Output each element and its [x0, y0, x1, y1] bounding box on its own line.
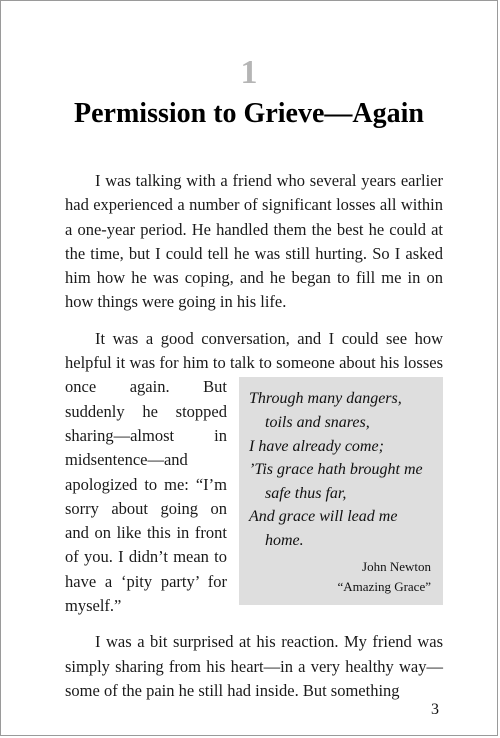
chapter-number: 1: [240, 54, 258, 91]
quote-line: I have already come;: [249, 437, 384, 455]
paragraph-2: [65, 327, 443, 619]
quote-line: ’Tis grace hath brought me: [249, 461, 423, 479]
quote-line: Through many dangers,: [249, 390, 402, 408]
quote-line: And grace will lead me: [249, 508, 398, 526]
quote-text: [249, 387, 431, 552]
quote-source: “Amazing Grace”: [337, 578, 431, 594]
paragraph-2-rest: once again. But suddenly he stopped sharing—almost in midsentence—and apologized to me: “I’m sorry about going on and on like this in front of you. I didn’t mean to have a ‘pity party’ for myself.”: [65, 377, 227, 616]
sidebar-quote-box: [239, 377, 443, 604]
quote-author: John Newton: [362, 558, 431, 574]
page-number: 3: [431, 701, 439, 718]
quote-line: safe thus far,: [265, 484, 347, 502]
paragraph-2-lead: It was a good conversation, and I could see how helpful it was for him to talk to someone about his losses: [65, 328, 443, 373]
paragraph-1: I was talking with a friend who several years earlier had experienced a number of significant losses all within a one-year period. He handled them the best he could at the time, but I could tell he was still hurting. So I asked him how he was coping, and he began to fill me in on how things were going in his life.: [65, 171, 443, 312]
quote-line: toils and snares,: [265, 413, 370, 431]
paragraph-3: I was a bit surprised at his reaction. My friend was simply sharing from his heart—in a very healthy way—some of the pain he still had inside. But something: [65, 632, 443, 700]
chapter-title: Permission to Grieve—Again: [74, 98, 424, 129]
quote-attribution: [249, 557, 431, 597]
body-text: [65, 169, 443, 703]
quote-line: home.: [265, 531, 304, 549]
